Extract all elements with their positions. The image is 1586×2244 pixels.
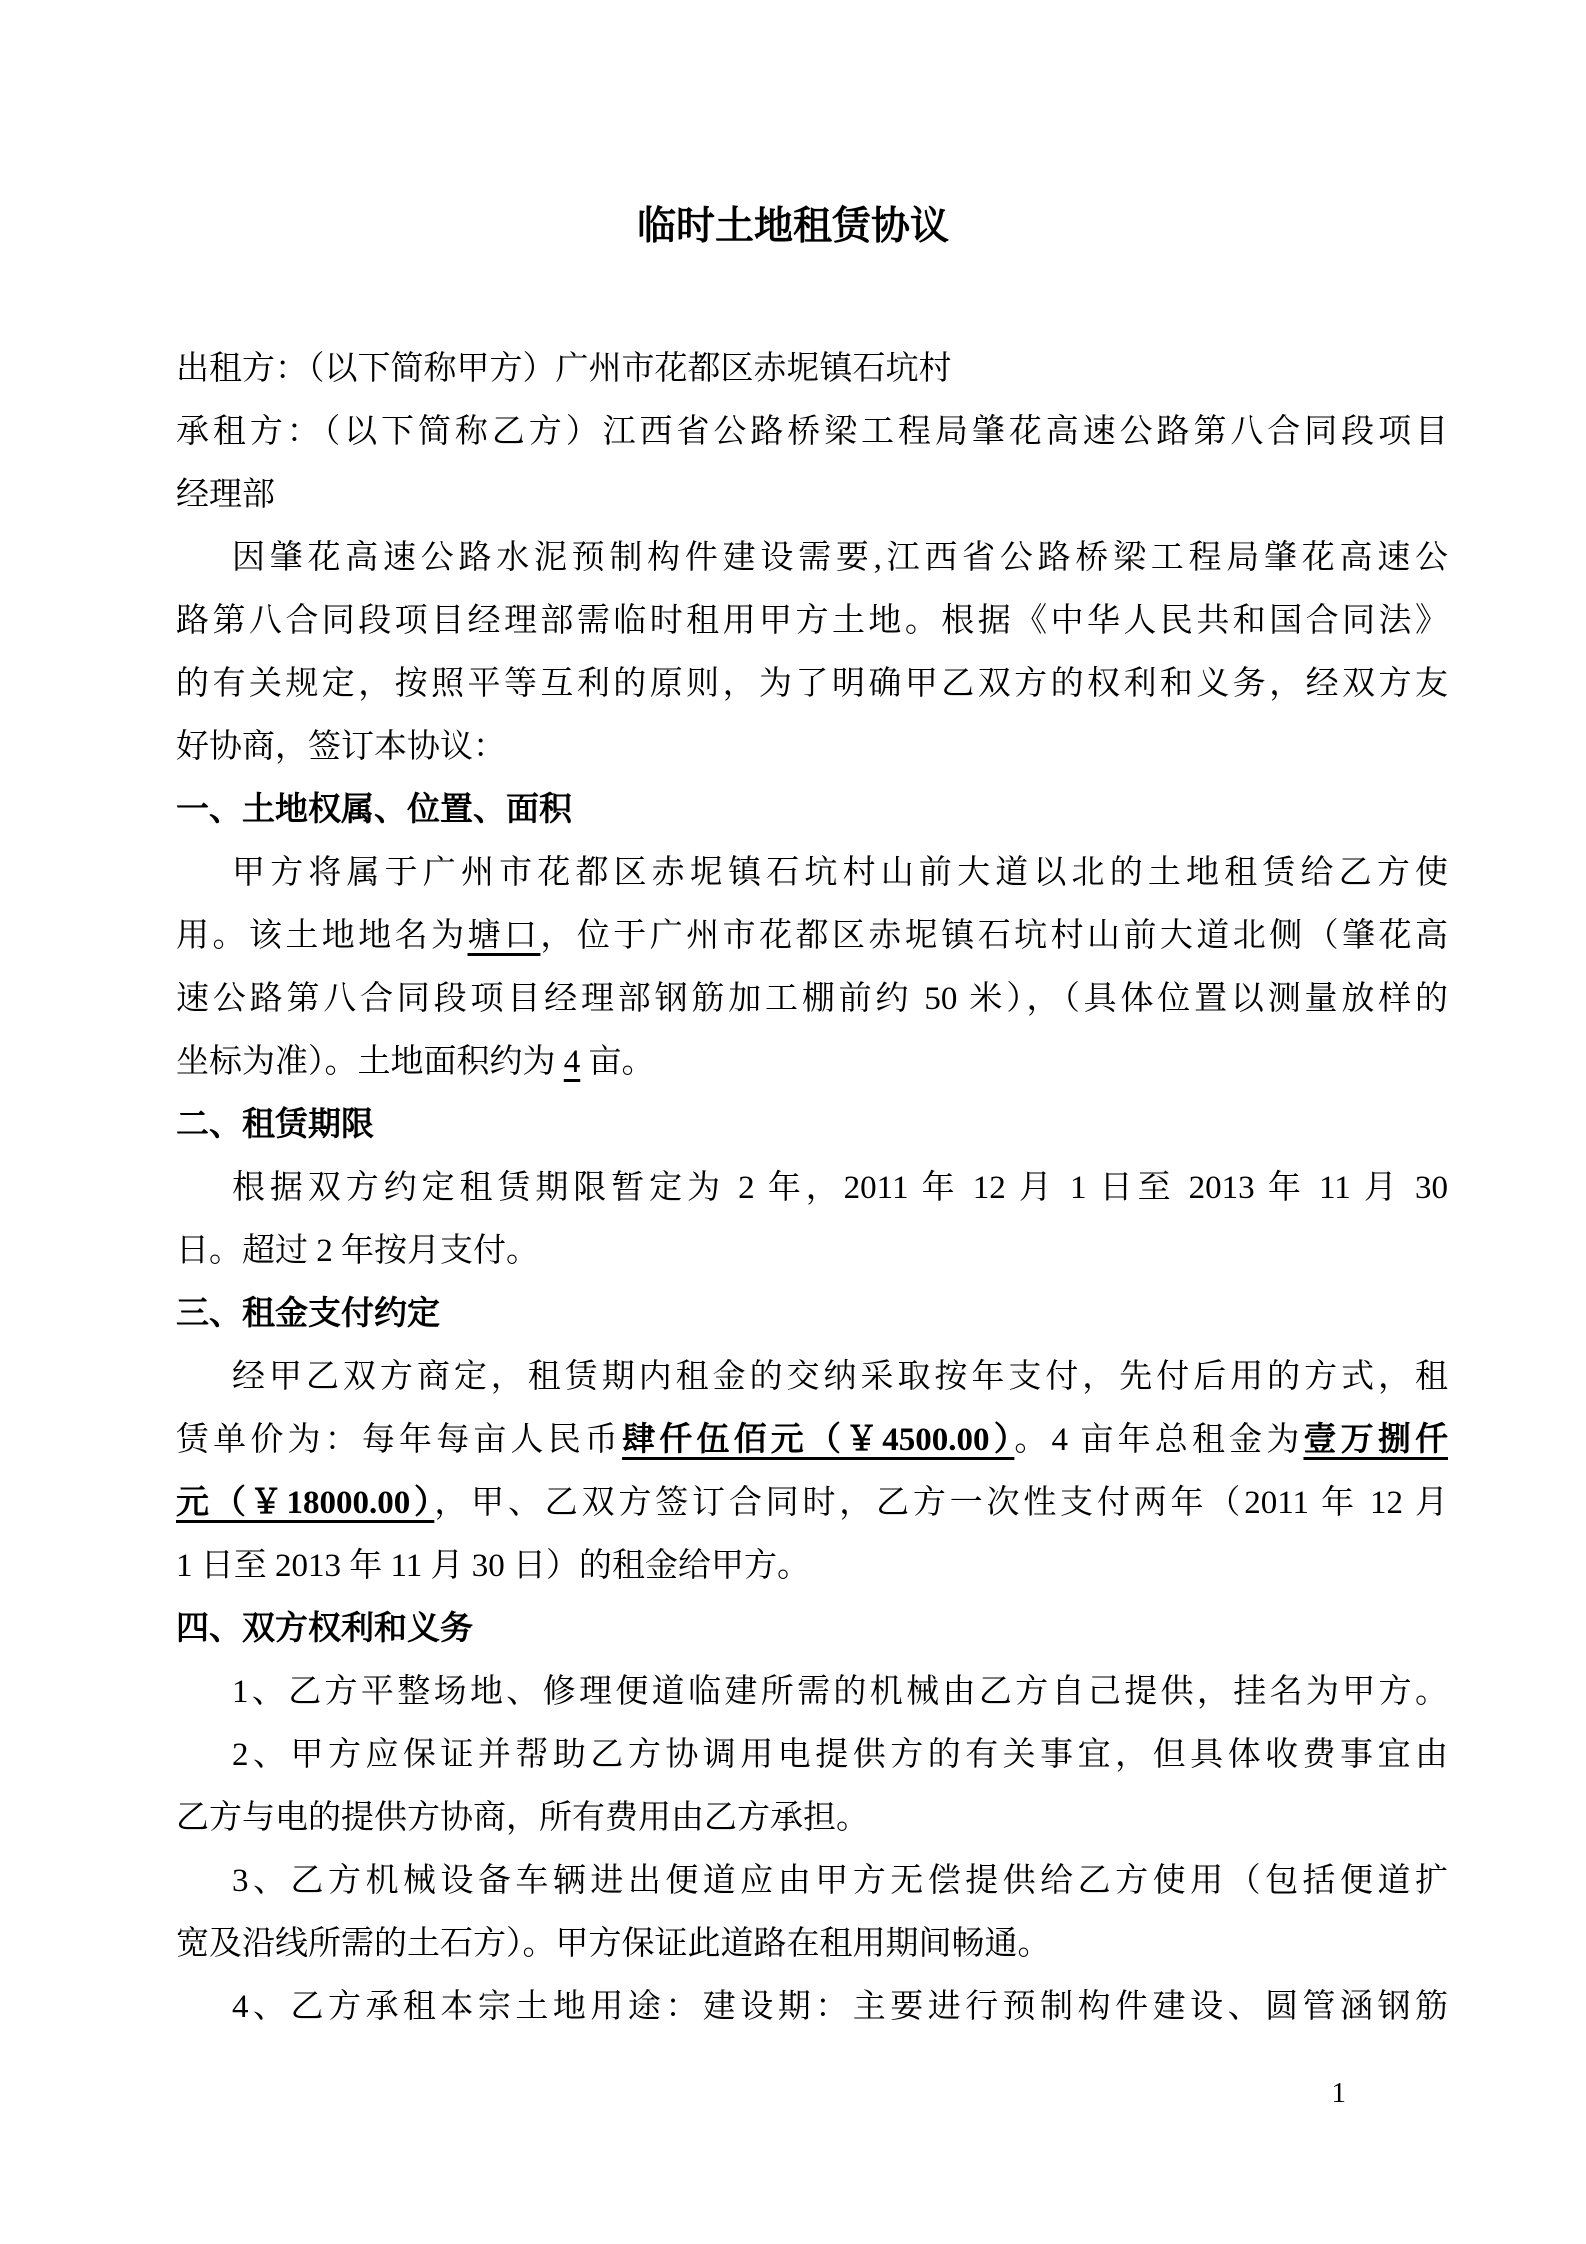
text-run: 宽及沿线所需的土石方）。甲方保证此道路在租用期间畅通。 <box>176 1926 1051 1962</box>
text-run: 经理部 <box>176 477 275 513</box>
text-run: ，甲、乙双方签订合同时，乙方一次性支付两年（2011 年 12 月 <box>434 1485 1449 1521</box>
preamble-line <box>176 716 1448 779</box>
text-run: 坐标为准）。土地面积约为 <box>176 1044 564 1080</box>
section-3-line <box>176 1535 1448 1598</box>
text-run: 根据双方约定租赁期限暂定为 2 年，2011 年 12 月 1 日至 2013 年 11 月 30 <box>232 1170 1448 1206</box>
text-run: 乙方与电的提供方协商，所有费用由乙方承担。 <box>176 1800 869 1836</box>
text-run: 好协商，签订本协议： <box>176 729 506 765</box>
lessor-line <box>176 338 1448 401</box>
underlined-text-run: 元（￥18000.00） <box>176 1485 435 1521</box>
lessee-line <box>176 401 1448 464</box>
section-heading-2 <box>176 1094 1448 1157</box>
underlined-text-run: 4 <box>563 1044 581 1080</box>
text-run: 。4 亩年总租金为 <box>1014 1422 1304 1458</box>
section-4-item-3-continued <box>176 1913 1448 1976</box>
bold-text-run: 一、土地权属、位置、面积 <box>176 792 572 828</box>
underlined-text-run: 壹万捌仟 <box>1303 1422 1448 1458</box>
bold-text-run: 四、双方权利和义务 <box>176 1611 473 1647</box>
section-1-line <box>176 1031 1448 1094</box>
section-2-line <box>176 1157 1448 1220</box>
section-3-line <box>176 1472 1448 1535</box>
text-run: 速公路第八合同段项目经理部钢筋加工棚前约 50 米），（具体位置以测量放样的 <box>176 981 1448 1017</box>
section-4-item-3 <box>176 1850 1448 1913</box>
underlined-text-run: 肆仟伍佰元（￥4500.00） <box>622 1422 1015 1458</box>
text-run: 日。超过 2 年按月支付。 <box>176 1233 539 1269</box>
preamble-line <box>176 527 1448 590</box>
lessee-line-continued <box>176 464 1448 527</box>
preamble-line <box>176 653 1448 716</box>
text-run: 承租方：（以下简称乙方）江西省公路桥梁工程局肇花高速公路第八合同段项目 <box>176 414 1448 450</box>
text-run: 1、乙方平整场地、修理便道临建所需的机械由乙方自己提供，挂名为甲方。 <box>232 1674 1448 1710</box>
section-heading-4 <box>176 1598 1448 1661</box>
section-heading-1 <box>176 779 1448 842</box>
text-run: 3、乙方机械设备车辆进出便道应由甲方无偿提供给乙方使用（包括便道扩 <box>232 1863 1448 1899</box>
section-4-item-2-continued <box>176 1787 1448 1850</box>
text-run: 1 日至 2013 年 11 月 30 日）的租金给甲方。 <box>176 1548 811 1584</box>
section-1-line <box>176 968 1448 1031</box>
section-4-item-4 <box>176 1976 1448 2039</box>
text-run: 用。该土地地名为 <box>176 918 468 954</box>
text-run: 亩。 <box>580 1044 655 1080</box>
bold-text-run: 三、租金支付约定 <box>176 1296 440 1332</box>
section-3-line <box>176 1409 1448 1472</box>
text-run: 4、乙方承租本宗土地用途：建设期：主要进行预制构件建设、圆管涵钢筋 <box>232 1989 1448 2025</box>
text-run: 经甲乙双方商定，租赁期内租金的交纳采取按年支付，先付后用的方式，租 <box>232 1359 1448 1395</box>
section-4-item-2 <box>176 1724 1448 1787</box>
text-run: 赁单价为：每年每亩人民币 <box>176 1422 623 1458</box>
section-1-line <box>176 905 1448 968</box>
text-run: 甲方将属于广州市花都区赤坭镇石坑村山前大道以北的土地租赁给乙方使 <box>232 855 1448 891</box>
section-2-line <box>176 1220 1448 1283</box>
page-number: 1 <box>1331 2077 1346 2109</box>
document-body <box>176 338 1448 2039</box>
document-title: 临时土地租赁协议 <box>636 205 949 248</box>
text-run: 因肇花高速公路水泥预制构件建设需要,江西省公路桥梁工程局肇花高速公 <box>232 540 1448 576</box>
section-4-item-1 <box>176 1661 1448 1724</box>
underlined-text-run: 塘口 <box>467 918 541 954</box>
section-heading-3 <box>176 1283 1448 1346</box>
text-run: ，位于广州市花都区赤坭镇石坑村山前大道北侧（肇花高 <box>540 918 1449 954</box>
text-run: 2、甲方应保证并帮助乙方协调用电提供方的有关事宜，但具体收费事宜由 <box>232 1737 1448 1773</box>
bold-text-run: 二、租赁期限 <box>176 1107 374 1143</box>
section-3-line <box>176 1346 1448 1409</box>
text-run: 的有关规定，按照平等互利的原则，为了明确甲乙双方的权利和义务，经双方友 <box>176 666 1448 702</box>
text-run: 出租方：（以下简称甲方）广州市花都区赤坭镇石坑村 <box>176 351 952 387</box>
text-run: 路第八合同段项目经理部需临时租用甲方土地。根据《中华人民共和国合同法》 <box>176 603 1448 639</box>
section-1-line <box>176 842 1448 905</box>
preamble-line <box>176 590 1448 653</box>
